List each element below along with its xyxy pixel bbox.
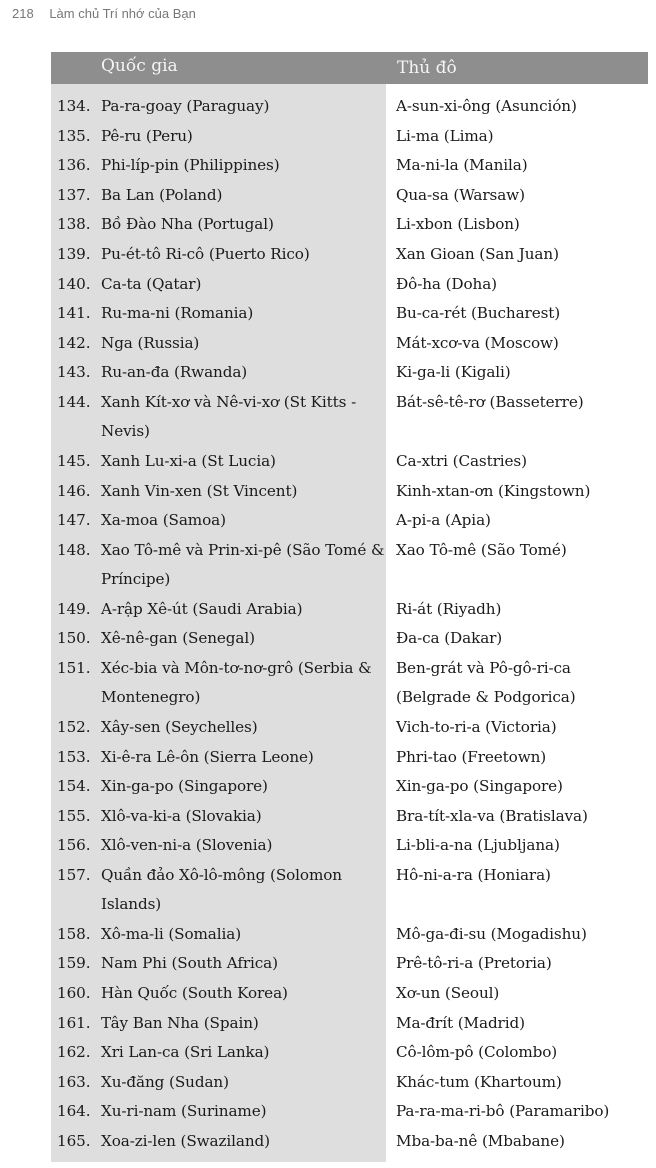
row-number: 148. — [57, 540, 91, 559]
country-cell: Ru-ma-ni (Romania) — [101, 304, 254, 323]
table-row — [51, 536, 648, 595]
row-number: 155. — [57, 806, 91, 825]
country-cell: Pa-ra-goay (Paraguay) — [101, 97, 270, 115]
row-number: 146. — [57, 481, 91, 500]
country-cell: Xlô-ven-ni-a (Slovenia) — [101, 836, 273, 855]
capital-cell: A-sun-xi-ông (Asunción) — [396, 97, 577, 115]
country-capital-table — [51, 52, 648, 1162]
row-number: 135. — [57, 126, 91, 145]
row-number: 162. — [57, 1043, 91, 1062]
country-cell: Xri Lan-ca (Sri Lanka) — [101, 1043, 270, 1062]
country-cell: Xao Tô-mê và Prin-xi-pê (São Tomé & Príncipe) — [101, 540, 385, 589]
table-row — [51, 1127, 648, 1157]
header-country: Quốc gia — [101, 56, 178, 76]
table-row — [51, 270, 648, 300]
table-row — [51, 388, 648, 447]
country-cell: Phi-líp-pin (Philippines) — [101, 156, 280, 175]
capital-cell: Ri-át (Riyadh) — [396, 599, 502, 618]
country-cell: Xây-sen (Seychelles) — [101, 717, 258, 736]
country-cell: Quần đảo Xô-lô-mông (Solomon Islands) — [101, 865, 342, 914]
running-head — [12, 6, 196, 21]
capital-cell: Pa-ra-ma-ri-bô (Paramaribo) — [396, 1102, 610, 1121]
country-cell: Xlô-va-ki-a (Slovakia) — [101, 806, 262, 825]
country-cell: Nam Phi (South Africa) — [101, 954, 278, 973]
row-number: 136. — [57, 156, 91, 175]
capital-cell: Kinh-xtan-ơn (Kingstown) — [396, 481, 591, 500]
capital-cell: Li-bli-a-na (Ljubljana) — [396, 836, 560, 855]
row-number: 156. — [57, 836, 91, 855]
capital-cell: Xan Gioan (San Juan) — [396, 244, 559, 263]
row-number: 153. — [57, 747, 91, 766]
country-cell: Pê-ru (Peru) — [101, 126, 193, 145]
table-row — [51, 477, 648, 507]
table-row — [51, 831, 648, 861]
country-cell: Xin-ga-po (Singapore) — [101, 777, 268, 796]
country-cell: Pu-ét-tô Ri-cô (Puerto Rico) — [101, 244, 310, 263]
table-row — [51, 1068, 648, 1098]
table-row — [51, 979, 648, 1009]
capital-cell: Khác-tum (Khartoum) — [396, 1072, 562, 1091]
table-row — [51, 210, 648, 240]
row-number: 154. — [57, 777, 91, 796]
row-number: 152. — [57, 717, 91, 736]
page-number: 218 — [12, 6, 34, 21]
capital-cell: Xao Tô-mê (São Tomé) — [396, 540, 567, 559]
table-row — [51, 92, 648, 122]
country-cell: Xê-nê-gan (Senegal) — [101, 629, 255, 648]
row-number: 164. — [57, 1102, 91, 1121]
capital-cell: Đô-ha (Doha) — [396, 274, 498, 293]
row-number: 163. — [57, 1072, 91, 1091]
table-row — [51, 713, 648, 743]
row-number: 149. — [57, 599, 91, 618]
table-row — [51, 1038, 648, 1068]
row-number: 145. — [57, 451, 91, 470]
table-row — [51, 920, 648, 950]
row-number: 161. — [57, 1013, 91, 1032]
capital-cell: Xơ-un (Seoul) — [396, 984, 500, 1003]
table-row — [51, 1097, 648, 1127]
table-row — [51, 181, 648, 211]
country-cell: Xô-ma-li (Somalia) — [101, 924, 242, 943]
row-number: 147. — [57, 511, 91, 530]
row-number: 159. — [57, 954, 91, 973]
table-row — [51, 122, 648, 152]
country-cell: Ba Lan (Poland) — [101, 185, 223, 204]
country-cell: Xanh Vin-xen (St Vincent) — [101, 481, 298, 500]
book-title: Làm chủ Trí nhớ của Bạn — [49, 6, 196, 21]
country-cell: Ru-an-đa (Rwanda) — [101, 363, 248, 382]
table-row — [51, 299, 648, 329]
table-row — [51, 447, 648, 477]
table-row — [51, 506, 648, 536]
country-cell: Nga (Russia) — [101, 333, 200, 352]
row-number: 144. — [57, 392, 91, 411]
capital-cell: Ben-grát và Pô-gô-ri-ca (Belgrade & Podgorica) — [396, 658, 576, 707]
capital-cell: Mô-ga-đi-su (Mogadishu) — [396, 924, 587, 943]
table-header — [51, 52, 648, 84]
table-row — [51, 624, 648, 654]
table-row — [51, 743, 648, 773]
capital-cell: Hô-ni-a-ra (Honiara) — [396, 865, 551, 884]
capital-cell: Bra-tít-xla-va (Bratislava) — [396, 806, 588, 825]
country-cell: A-rập Xê-út (Saudi Arabia) — [101, 599, 303, 618]
row-number: 140. — [57, 274, 91, 293]
country-cell: Bồ Đào Nha (Portugal) — [101, 215, 274, 234]
row-number: 138. — [57, 215, 91, 234]
capital-cell: Li-xbon (Lisbon) — [396, 215, 520, 234]
table-row — [51, 654, 648, 713]
country-cell: Xi-ê-ra Lê-ôn (Sierra Leone) — [101, 747, 314, 766]
capital-cell: Li-ma (Lima) — [396, 126, 494, 145]
capital-cell: Ma-đrít (Madrid) — [396, 1013, 525, 1032]
table-row — [51, 861, 648, 920]
country-cell: Xu-ri-nam (Suriname) — [101, 1102, 267, 1121]
table-row — [51, 772, 648, 802]
row-number: 165. — [57, 1132, 91, 1151]
table-row — [51, 949, 648, 979]
country-cell: Xanh Lu-xi-a (St Lucia) — [101, 451, 276, 470]
row-number: 142. — [57, 333, 91, 352]
country-cell: Xu-đăng (Sudan) — [101, 1072, 229, 1091]
capital-cell: Bát-sê-tê-rơ (Basseterre) — [396, 392, 584, 411]
capital-cell: Mát-xcơ-va (Moscow) — [396, 333, 559, 352]
table-row — [51, 240, 648, 270]
capital-cell: Prê-tô-ri-a (Pretoria) — [396, 954, 552, 973]
capital-cell: Cô-lôm-pô (Colombo) — [396, 1043, 558, 1062]
row-number: 160. — [57, 984, 91, 1003]
table-row — [51, 802, 648, 832]
header-capital: Thủ đô — [397, 58, 457, 78]
capital-cell: Bu-ca-rét (Bucharest) — [396, 304, 561, 323]
country-cell: Ca-ta (Qatar) — [101, 274, 202, 293]
capital-cell: Đa-ca (Dakar) — [396, 629, 503, 648]
row-number: 150. — [57, 629, 91, 648]
capital-cell: Phri-tao (Freetown) — [396, 747, 547, 766]
country-cell: Xa-moa (Samoa) — [101, 511, 226, 530]
capital-cell: Ca-xtri (Castries) — [396, 451, 527, 470]
capital-cell: Ma-ni-la (Manila) — [396, 156, 528, 175]
country-cell: Xéc-bia và Môn-tơ-nơ-grô (Serbia & Montenegro) — [101, 658, 372, 707]
row-number: 143. — [57, 363, 91, 382]
table-body — [51, 92, 648, 1157]
country-cell: Hàn Quốc (South Korea) — [101, 984, 288, 1003]
table-row — [51, 329, 648, 359]
table-row — [51, 358, 648, 388]
row-number: 141. — [57, 304, 91, 323]
capital-cell: Vich-to-ri-a (Victoria) — [396, 717, 557, 736]
capital-cell: Xin-ga-po (Singapore) — [396, 777, 563, 796]
capital-cell: Ki-ga-li (Kigali) — [396, 363, 511, 382]
table-row — [51, 1009, 648, 1039]
capital-cell: Qua-sa (Warsaw) — [396, 185, 525, 204]
row-number: 157. — [57, 865, 91, 884]
country-cell: Xanh Kít-xơ và Nê-vi-xơ (St Kitts - Nevis) — [101, 392, 357, 441]
country-cell: Xoa-zi-len (Swaziland) — [101, 1132, 270, 1151]
capital-cell: Mba-ba-nê (Mbabane) — [396, 1132, 565, 1151]
country-cell: Tây Ban Nha (Spain) — [101, 1013, 259, 1032]
row-number: 134. — [57, 97, 91, 115]
row-number: 137. — [57, 185, 91, 204]
row-number: 151. — [57, 658, 91, 677]
row-number: 158. — [57, 924, 91, 943]
capital-cell: A-pi-a (Apia) — [396, 511, 491, 530]
table-row — [51, 595, 648, 625]
table-row — [51, 151, 648, 181]
row-number: 139. — [57, 244, 91, 263]
